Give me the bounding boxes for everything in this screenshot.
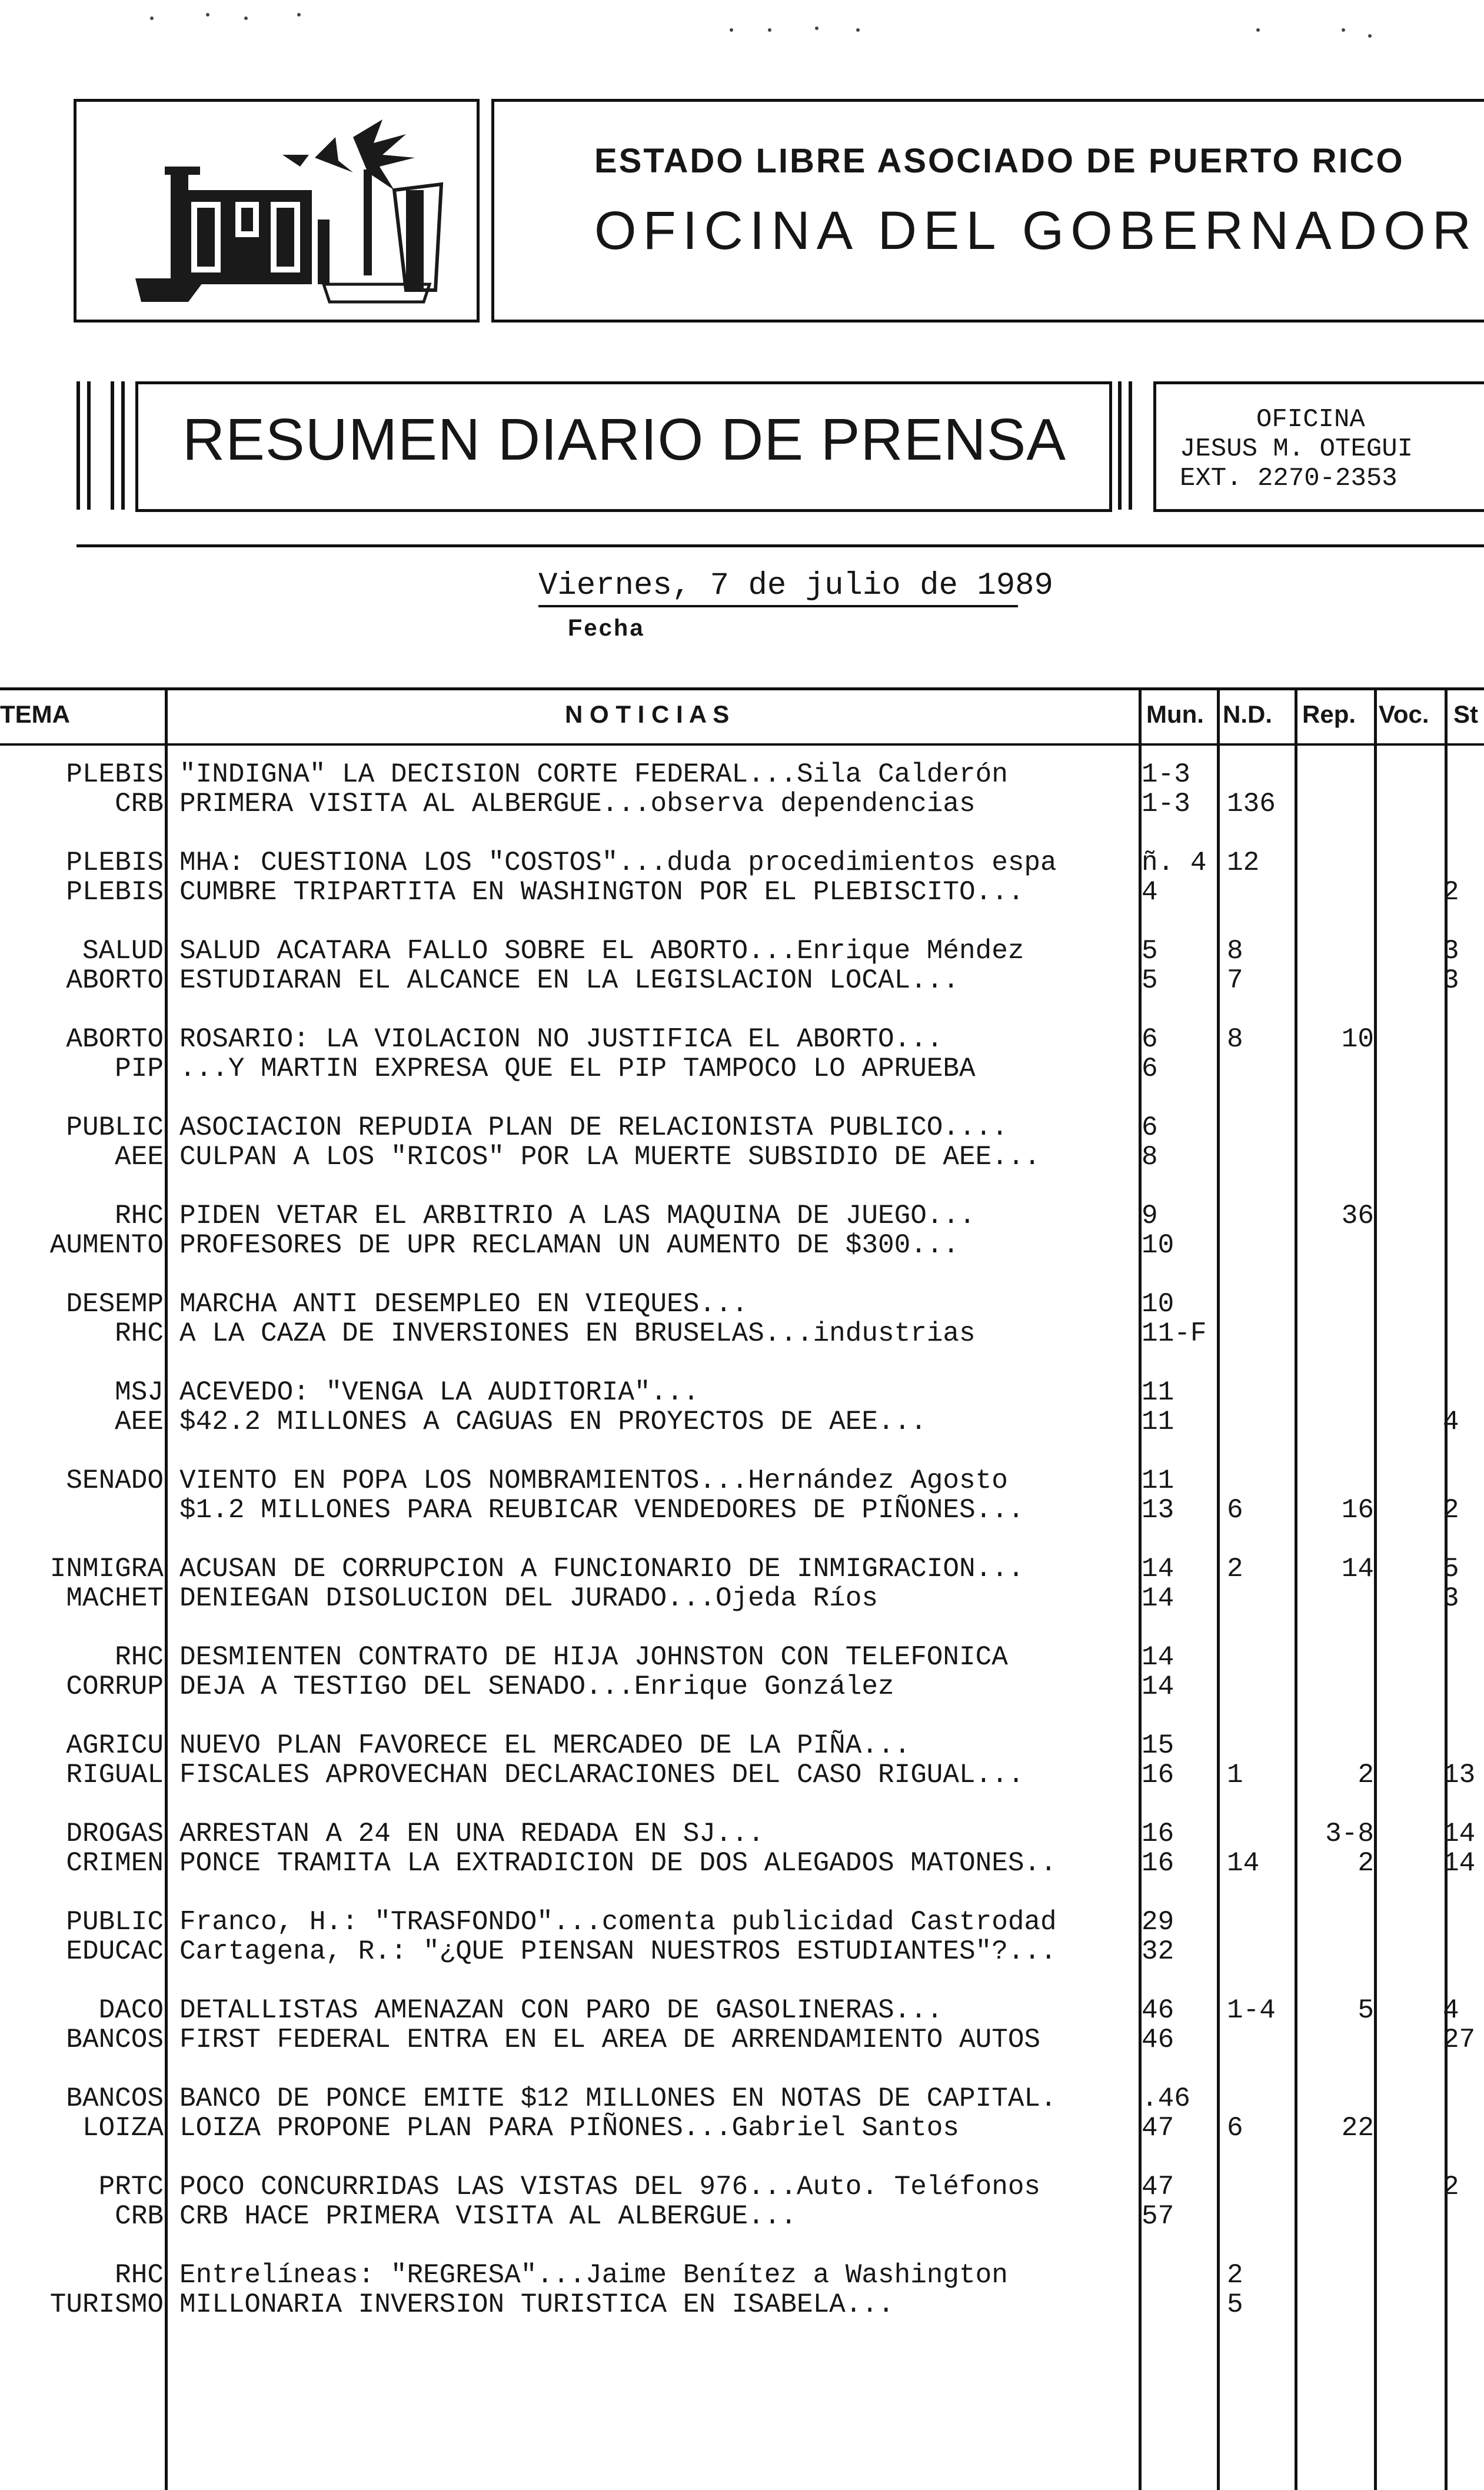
row-tema: BANCOS <box>66 2083 164 2114</box>
row-mun: 1-3 <box>1142 759 1190 790</box>
row-noticia: ASOCIACION REPUDIA PLAN DE RELACIONISTA PUBLICO.... <box>179 1112 1008 1143</box>
header-st: St <box>1453 700 1478 728</box>
column-line <box>165 689 168 2490</box>
row-noticia: FIRST FEDERAL ENTRA EN EL AREA DE ARRENDAMIENTO AUTOS <box>179 2024 1041 2055</box>
office-label: OFICINA <box>1256 405 1365 434</box>
row-noticia: PROFESORES DE UPR RECLAMAN UN AUMENTO DE $300... <box>179 1230 960 1261</box>
row-noticia: PONCE TRAMITA LA EXTRADICION DE DOS ALEGADOS MATONES.. <box>179 1848 1057 1879</box>
row-mun: 16 <box>1142 1848 1174 1879</box>
row-voc: 16 <box>1341 1495 1374 1525</box>
date-value: Viernes, 7 de julio de 1989 <box>538 568 1053 604</box>
row-nd: 12 <box>1227 847 1260 878</box>
row-tema: BANCOS <box>66 2024 164 2055</box>
row-mun: 11-F <box>1142 1318 1207 1349</box>
row-nd: 2 <box>1227 2260 1243 2290</box>
row-noticia: "INDIGNA" LA DECISION CORTE FEDERAL...Sila Calderón <box>179 759 1008 790</box>
row-nd: 8 <box>1227 936 1243 966</box>
banner-bar <box>76 381 80 510</box>
row-tema: DROGAS <box>66 1819 164 1849</box>
banner-bar <box>1129 381 1132 510</box>
row-noticia: LOIZA PROPONE PLAN PARA PIÑONES...Gabriel Santos <box>179 2113 960 2143</box>
row-tema: RHC <box>115 2260 164 2290</box>
row-noticia: PIDEN VETAR EL ARBITRIO A LAS MAQUINA DE JUEGO... <box>179 1201 976 1231</box>
row-st: 14 <box>1443 1848 1476 1879</box>
row-tema: CRIMEN <box>66 1848 164 1879</box>
row-voc: 22 <box>1341 2113 1374 2143</box>
row-noticia: ACEVEDO: "VENGA LA AUDITORIA"... <box>179 1377 700 1408</box>
row-noticia: POCO CONCURRIDAS LAS VISTAS DEL 976...Auto. Teléfonos <box>179 2172 1041 2202</box>
row-tema: RHC <box>115 1201 164 1231</box>
row-nd: 1-4 <box>1227 1995 1276 2026</box>
row-voc: 2 <box>1357 1848 1374 1879</box>
row-mun: 14 <box>1142 1583 1174 1614</box>
row-nd: 5 <box>1227 2289 1243 2320</box>
row-st: 2 <box>1443 1495 1459 1525</box>
row-tema: MACHET <box>66 1583 164 1614</box>
scan-dot <box>297 13 301 16</box>
row-tema: PLEBIS <box>66 759 164 790</box>
row-mun: 6 <box>1142 1112 1158 1143</box>
scan-dot <box>1342 28 1345 32</box>
banner-bar <box>111 381 114 510</box>
la-fortaleza-logo <box>76 102 477 320</box>
row-st: 27 <box>1443 2024 1476 2055</box>
row-noticia: DESMIENTEN CONTRATO DE HIJA JOHNSTON CON TELEFONICA <box>179 1642 1008 1673</box>
row-noticia: VIENTO EN POPA LOS NOMBRAMIENTOS...Hernández Agosto <box>179 1465 1008 1496</box>
row-mun: ñ. 4 <box>1142 847 1207 878</box>
row-mun: 10 <box>1142 1289 1174 1319</box>
row-tema: RIGUAL <box>66 1760 164 1790</box>
header-tema: TEMA <box>0 700 70 728</box>
row-noticia: DEJA A TESTIGO DEL SENADO...Enrique González <box>179 1671 894 1702</box>
row-mun: 32 <box>1142 1936 1174 1967</box>
header-voc: Voc. <box>1379 700 1429 728</box>
row-tema: RHC <box>115 1642 164 1673</box>
banner-bar <box>121 381 125 510</box>
row-mun: 29 <box>1142 1907 1174 1937</box>
column-line <box>1295 689 1297 2490</box>
row-nd: 8 <box>1227 1024 1243 1055</box>
row-st: 5 <box>1443 1554 1459 1584</box>
row-st: 4 <box>1443 1995 1459 2026</box>
row-noticia: ACUSAN DE CORRUPCION A FUNCIONARIO DE INMIGRACION... <box>179 1554 1024 1584</box>
office-name: JESUS M. OTEGUI <box>1180 434 1413 464</box>
row-tema: EDUCAC <box>66 1936 164 1967</box>
banner-title: RESUMEN DIARIO DE PRENSA <box>182 407 1067 473</box>
row-tema: CRB <box>115 789 164 819</box>
header-mun: Mun. <box>1146 700 1204 728</box>
header-rule <box>0 743 1484 746</box>
row-voc: 14 <box>1341 1554 1374 1584</box>
row-mun: 14 <box>1142 1554 1174 1584</box>
header-noticias: N O T I C I A S <box>565 700 730 728</box>
row-noticia: ESTUDIARAN EL ALCANCE EN LA LEGISLACION LOCAL... <box>179 965 960 996</box>
row-st: 14 <box>1443 1819 1476 1849</box>
row-tema: TURISMO <box>49 2289 164 2320</box>
banner-bar <box>87 381 91 510</box>
row-noticia: ...Y MARTIN EXPRESA QUE EL PIP TAMPOCO LO APRUEBA <box>179 1053 976 1084</box>
row-tema: AEE <box>115 1142 164 1172</box>
row-tema: CRB <box>115 2201 164 2232</box>
divider <box>76 544 1484 547</box>
row-st: 13 <box>1443 1760 1476 1790</box>
scan-dot <box>768 28 771 32</box>
row-tema: ABORTO <box>66 965 164 996</box>
row-noticia: DETALLISTAS AMENAZAN CON PARO DE GASOLINERAS... <box>179 1995 943 2026</box>
row-mun: 16 <box>1142 1760 1174 1790</box>
row-tema: CORRUP <box>66 1671 164 1702</box>
scan-dot <box>206 13 209 16</box>
scan-dot <box>815 26 818 30</box>
row-mun: 47 <box>1142 2113 1174 2143</box>
row-tema: SALUD <box>82 936 164 966</box>
row-nd: 2 <box>1227 1554 1243 1584</box>
date-label: Fecha <box>568 615 645 641</box>
row-voc: 10 <box>1341 1024 1374 1055</box>
row-mun: 6 <box>1142 1053 1158 1084</box>
header-nd: N.D. <box>1223 700 1272 728</box>
office-title: OFICINA DEL GOBERNADOR <box>594 201 1478 261</box>
row-noticia: ARRESTAN A 24 EN UNA REDADA EN SJ... <box>179 1819 764 1849</box>
row-noticia: Entrelíneas: "REGRESA"...Jaime Benítez a Washington <box>179 2260 1008 2290</box>
row-tema: PRTC <box>98 2172 164 2202</box>
header-rep: Rep. <box>1302 700 1356 728</box>
row-tema: PLEBIS <box>66 877 164 907</box>
row-voc: 36 <box>1341 1201 1374 1231</box>
row-voc: 5 <box>1357 1995 1374 2026</box>
row-nd: 14 <box>1227 1848 1260 1879</box>
row-mun: 57 <box>1142 2201 1174 2232</box>
row-tema: RHC <box>115 1318 164 1349</box>
row-tema: AUMENTO <box>49 1230 164 1261</box>
row-tema: PUBLIC <box>66 1112 164 1143</box>
row-tema: DACO <box>98 1995 164 2026</box>
scan-dot <box>856 28 860 32</box>
government-name: ESTADO LIBRE ASOCIADO DE PUERTO RICO <box>594 142 1405 180</box>
row-st: 2 <box>1443 877 1459 907</box>
row-mun: 13 <box>1142 1495 1174 1525</box>
row-tema: AEE <box>115 1407 164 1437</box>
row-noticia: $42.2 MILLONES A CAGUAS EN PROYECTOS DE AEE... <box>179 1407 927 1437</box>
row-tema: ABORTO <box>66 1024 164 1055</box>
row-nd: 136 <box>1227 789 1276 819</box>
scan-dot <box>1256 28 1260 32</box>
row-mun: 10 <box>1142 1230 1174 1261</box>
row-noticia: CRB HACE PRIMERA VISITA AL ALBERGUE... <box>179 2201 797 2232</box>
scan-dot <box>730 28 733 32</box>
scan-dot <box>150 16 154 20</box>
row-tema: PUBLIC <box>66 1907 164 1937</box>
row-mun: .46 <box>1142 2083 1190 2114</box>
row-tema: DESEMP <box>66 1289 164 1319</box>
row-noticia: A LA CAZA DE INVERSIONES EN BRUSELAS...industrias <box>179 1318 976 1349</box>
scan-dot <box>244 16 248 20</box>
row-noticia: NUEVO PLAN FAVORECE EL MERCADEO DE LA PIÑA... <box>179 1730 911 1761</box>
row-st: 3 <box>1443 965 1459 996</box>
row-tema: MSJ <box>115 1377 164 1408</box>
row-mun: 46 <box>1142 2024 1174 2055</box>
row-tema: INMIGRA <box>49 1554 164 1584</box>
row-mun: 14 <box>1142 1642 1174 1673</box>
row-mun: 5 <box>1142 965 1158 996</box>
row-noticia: Cartagena, R.: "¿QUE PIENSAN NUESTROS ESTUDIANTES"?... <box>179 1936 1057 1967</box>
row-noticia: BANCO DE PONCE EMITE $12 MILLONES EN NOTAS DE CAPITAL. <box>179 2083 1057 2114</box>
row-noticia: ROSARIO: LA VIOLACION NO JUSTIFICA EL ABORTO... <box>179 1024 943 1055</box>
row-voc: 3-8 <box>1325 1819 1374 1849</box>
row-mun: 4 <box>1142 877 1158 907</box>
row-mun: 8 <box>1142 1142 1158 1172</box>
row-mun: 46 <box>1142 1995 1174 2026</box>
row-nd: 6 <box>1227 2113 1243 2143</box>
banner-bar <box>1118 381 1122 510</box>
row-noticia: Franco, H.: "TRASFONDO"...comenta publicidad Castrodad <box>179 1907 1057 1937</box>
row-noticia: CUMBRE TRIPARTITA EN WASHINGTON POR EL PLEBISCITO... <box>179 877 1024 907</box>
row-st: 2 <box>1443 2172 1459 2202</box>
row-nd: 6 <box>1227 1495 1243 1525</box>
row-mun: 47 <box>1142 2172 1174 2202</box>
scan-dot <box>1368 34 1372 38</box>
date-underline <box>538 605 1018 607</box>
row-mun: 11 <box>1142 1465 1174 1496</box>
row-mun: 16 <box>1142 1819 1174 1849</box>
row-noticia: SALUD ACATARA FALLO SOBRE EL ABORTO...Enrique Méndez <box>179 936 1024 966</box>
row-mun: 9 <box>1142 1201 1158 1231</box>
row-st: 3 <box>1443 1583 1459 1614</box>
row-st: 3 <box>1443 936 1459 966</box>
row-noticia: MILLONARIA INVERSION TURISTICA EN ISABELA... <box>179 2289 894 2320</box>
row-noticia: FISCALES APROVECHAN DECLARACIONES DEL CASO RIGUAL... <box>179 1760 1024 1790</box>
row-mun: 15 <box>1142 1730 1174 1761</box>
row-noticia: DENIEGAN DISOLUCION DEL JURADO...Ojeda Ríos <box>179 1583 878 1614</box>
row-mun: 6 <box>1142 1024 1158 1055</box>
row-voc: 2 <box>1357 1760 1374 1790</box>
row-noticia: CULPAN A LOS "RICOS" POR LA MUERTE SUBSIDIO DE AEE... <box>179 1142 1041 1172</box>
row-tema: AGRICU <box>66 1730 164 1761</box>
table-top-rule <box>0 687 1484 690</box>
row-noticia: PRIMERA VISITA AL ALBERGUE...observa dependencias <box>179 789 976 819</box>
row-nd: 1 <box>1227 1760 1243 1790</box>
row-mun: 1-3 <box>1142 789 1190 819</box>
column-line <box>1374 689 1377 2490</box>
row-tema: PLEBIS <box>66 847 164 878</box>
office-ext: EXT. 2270-2353 <box>1180 464 1398 493</box>
row-mun: 14 <box>1142 1671 1174 1702</box>
row-tema: LOIZA <box>82 2113 164 2143</box>
row-mun: 11 <box>1142 1377 1174 1408</box>
logo-box <box>74 99 480 323</box>
row-st: 4 <box>1443 1407 1459 1437</box>
row-noticia: MHA: CUESTIONA LOS "COSTOS"...duda procedimientos espa <box>179 847 1057 878</box>
row-mun: 5 <box>1142 936 1158 966</box>
row-noticia: $1.2 MILLONES PARA REUBICAR VENDEDORES DE PIÑONES... <box>179 1495 1024 1525</box>
row-tema: PIP <box>115 1053 164 1084</box>
row-tema: SENADO <box>66 1465 164 1496</box>
row-noticia: MARCHA ANTI DESEMPLEO EN VIEQUES... <box>179 1289 748 1319</box>
row-nd: 7 <box>1227 965 1243 996</box>
row-mun: 11 <box>1142 1407 1174 1437</box>
column-line <box>1217 689 1220 2490</box>
